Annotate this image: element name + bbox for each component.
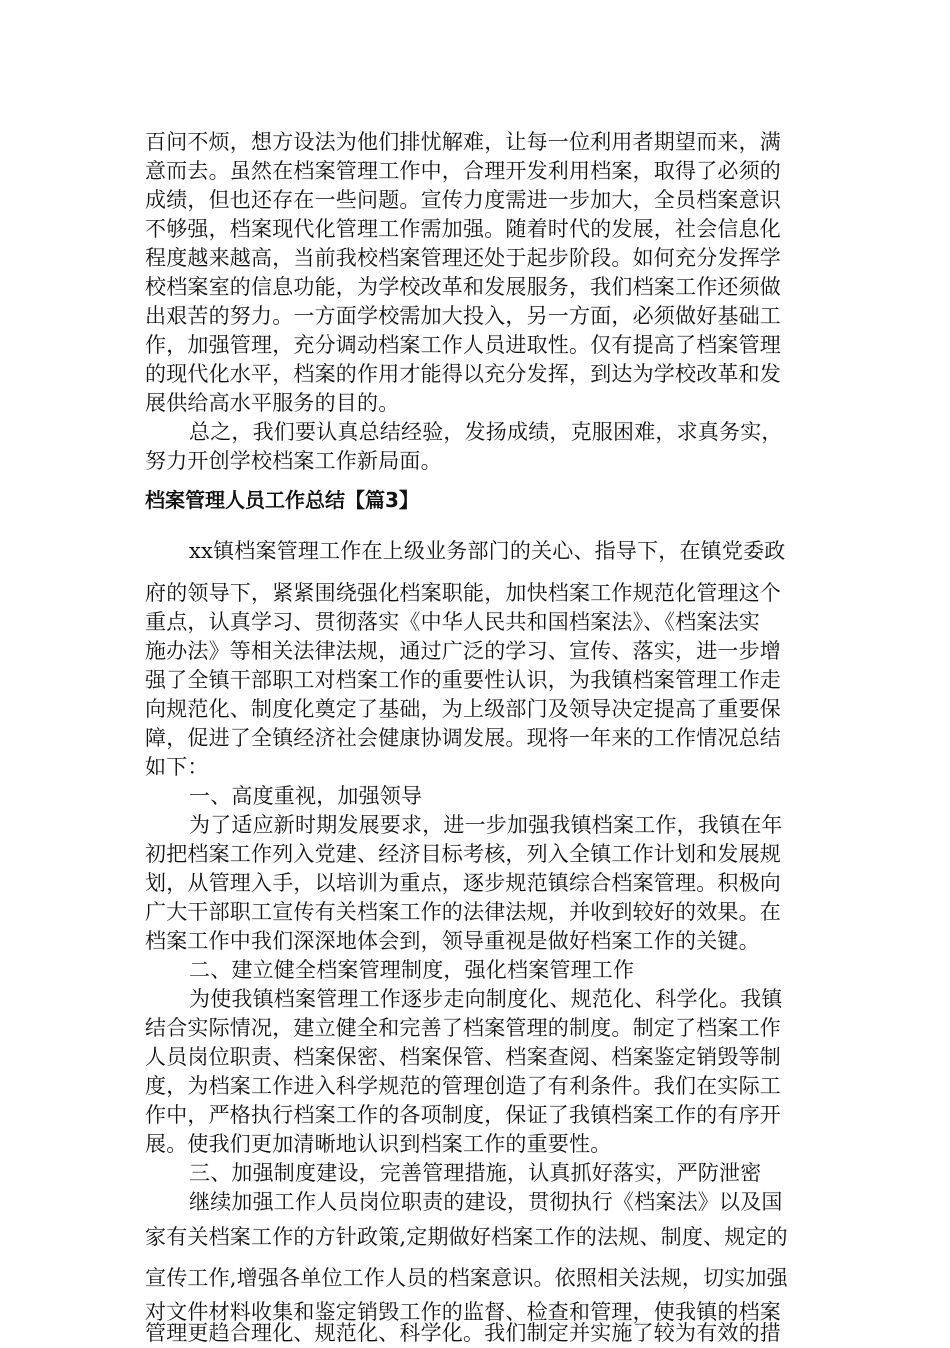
paragraph-line: 府的领导下，紧紧围绕强化档案职能，加快档案工作规范化管理这个 [145, 581, 781, 605]
subheading-line: 二、建立健全档案管理制度，强化档案管理工作 [189, 958, 635, 982]
paragraph-line: 障，促进了全镇经济社会健康协调发展。现将一年来的工作情况总结 [145, 726, 781, 750]
paragraph-line: 档案工作中我们深深地体会到，领导重视是做好档案工作的关键。 [145, 929, 760, 953]
paragraph-line: 强了全镇干部职工对档案工作的重要性认识，为我镇档案管理工作走 [145, 668, 781, 692]
paragraph-line: 结合实际情况，建立健全和完善了档案管理的制度。制定了档案工作 [145, 1016, 781, 1040]
section-heading: 档案管理人员工作总结【篇3】 [145, 488, 419, 512]
paragraph-line: 初把档案工作列入党建、经济目标考核，列入全镇工作计划和发展规 [145, 842, 781, 866]
paragraph-line: 划，从管理入手，以培训为重点，逐步规范镇综合档案管理。积极向 [145, 871, 781, 895]
paragraph-line: 程度越来越高，当前我校档案管理还处于起步阶段。如何充分发挥学 [145, 246, 781, 270]
subheading-line: 一、高度重视，加强领导 [189, 784, 423, 808]
paragraph-line: 作中，严格执行档案工作的各项制度，保证了我镇档案工作的有序开 [145, 1103, 781, 1127]
paragraph-line: 总之，我们要认真总结经验，发扬成绩，克服困难，求真务实， [189, 420, 783, 444]
paragraph-line: 不够强，档案现代化管理工作需加强。随着时代的发展，社会信息化 [145, 217, 781, 241]
paragraph-line: 为了适应新时期发展要求，进一步加强我镇档案工作，我镇在年 [189, 813, 783, 837]
paragraph-line: 为使我镇档案管理工作逐步走向制度化、规范化、科学化。我镇 [189, 987, 783, 1011]
paragraph-line: 继续加强工作人员岗位职责的建设，贯彻执行《档案法》以及国 [189, 1190, 783, 1214]
paragraph-line: 作，加强管理，充分调动档案工作人员进取性。仅有提高了档案管理 [145, 333, 781, 357]
paragraph-line: 宣传工作,增强各单位工作人员的档案意识。依照相关法规，切实加强 [145, 1266, 788, 1290]
paragraph-line: 努力开创学校档案工作新局面。 [145, 449, 442, 473]
paragraph-line: 管理更趋合理化、规范化、科学化。我们制定并实施了较为有效的措 [145, 1321, 781, 1345]
paragraph-line: 重点，认真学习、贯彻落实《中华人民共和国档案法》、《档案法实 [145, 610, 760, 634]
paragraph-line: 度，为档案工作进入科学规范的管理创造了有利条件。我们在实际工 [145, 1074, 781, 1098]
paragraph-line: 展供给高水平服务的目的。 [145, 391, 400, 415]
subheading-line: 三、加强制度建设，完善管理措施，认真抓好落实，严防泄密 [189, 1161, 762, 1185]
paragraph-line: 向规范化、制度化奠定了基础，为上级部门及领导决定提高了重要保 [145, 697, 781, 721]
paragraph-line: 广大干部职工宣传有关档案工作的法律法规，并收到较好的效果。在 [145, 900, 781, 924]
paragraph-line: 的现代化水平，档案的作用才能得以充分发挥，到达为学校改革和发 [145, 362, 781, 386]
paragraph-line: 展。使我们更加清晰地认识到档案工作的重要性。 [145, 1132, 612, 1156]
paragraph-line: xx镇档案管理工作在上级业务部门的关心、指导下，在镇党委政 [189, 539, 786, 563]
paragraph-line: 成绩，但也还存在一些问题。宣传力度需进一步加大，全员档案意识 [145, 188, 781, 212]
paragraph-line: 家有关档案工作的方针政策,定期做好档案工作的法规、制度、规定的 [145, 1225, 788, 1249]
paragraph-line: 校档案室的信息功能，为学校改革和发展服务，我们档案工作还须做 [145, 275, 781, 299]
paragraph-line: 意而去。虽然在档案管理工作中，合理开发利用档案，取得了必须的 [145, 159, 781, 183]
paragraph-line: 出艰苦的努力。一方面学校需加大投入，另一方面，必须做好基础工 [145, 304, 781, 328]
paragraph-line: 对文件材料收集和鉴定销毁工作的监督、检查和管理，使我镇的档案 [145, 1300, 781, 1324]
paragraph-line: 施办法》等相关法律法规，通过广泛的学习、宣传、落实，进一步增 [145, 639, 781, 663]
paragraph-line: 人员岗位职责、档案保密、档案保管、档案查阅、档案鉴定销毁等制 [145, 1045, 781, 1069]
paragraph-line: 如下： [145, 755, 209, 779]
paragraph-line: 百问不烦，想方设法为他们排忧解难，让每一位利用者期望而来，满 [145, 130, 781, 154]
